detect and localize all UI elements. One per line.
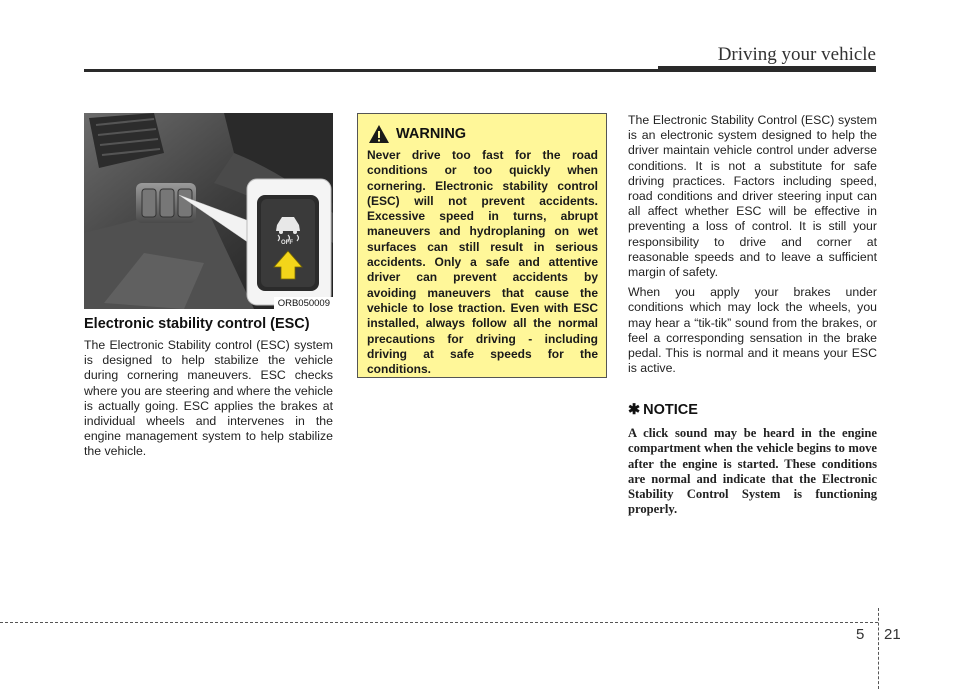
warning-box: [357, 113, 607, 378]
notice-body: A click sound may be heard in the engine compartment when the vehicle begins to move after the engine is started. These conditions are normal and indicate that the Electronic Stability Control System is functioning properly.: [628, 426, 877, 517]
warning-triangle-icon: [368, 124, 390, 144]
section-title: Electronic stability control (ESC): [84, 316, 310, 332]
notice-asterisk-icon: ✱: [628, 402, 641, 418]
right-column: [628, 113, 877, 381]
esc-active-paragraph: When you apply your brakes under conditions which may lock the wheels, you may hear a “tik-tik” sound from the brakes, or feel a corresponding sensation in the brake pedal. This is normal and it means your ESC is active.: [628, 285, 877, 376]
figure-code: ORB050009: [274, 297, 333, 309]
chapter-number: 5: [856, 626, 865, 643]
esc-off-label: OFF: [281, 240, 293, 246]
page-number: 21: [884, 626, 901, 643]
section-body: The Electronic Stability control (ESC) system is designed to help stabilize the vehicle during cornering maneuvers. ESC checks where you are steering and where the vehicle is actually going. ESC applies the brakes at individual wheels and intervenes in the engine management system to help stabilize the vehicle.: [84, 338, 333, 459]
footer-divider: [878, 608, 879, 689]
notice-title: NOTICE: [643, 402, 698, 418]
dashboard-illustration: [84, 113, 333, 309]
warning-header: [368, 124, 466, 144]
esc-description-paragraph: The Electronic Stability Control (ESC) system is an electronic system designed to help the driver maintain vehicle control under adverse conditions. It is not a substitute for safe driving practices. Factors including speed, road conditions and driver steering input can all affect whether ESC will be effective in preventing a loss of control. It is still your responsibility to drive and corner at reasonable speeds and to leave a sufficient margin of safety.: [628, 113, 877, 280]
esc-button-photo: [84, 113, 333, 309]
footer-rule: [0, 622, 878, 623]
warning-body: Never drive too fast for the road conditions or too quickly when cornering. Electronic stability control (ESC) will not prevent accidents. Excessive speed in turns, abrupt maneuvers and hydroplaning on wet surfaces can still result in serious accidents. Only a safe and attentive driver can prevent accidents by avoiding maneuvers that cause the vehicle to lose traction. Even with ESC installed, always follow all the normal precautions for driving - including driving at safe speeds for the conditions.: [367, 148, 598, 377]
header-rule-accent: [658, 66, 876, 71]
warning-title: WARNING: [396, 126, 467, 142]
notice-heading: [628, 402, 698, 418]
header-title: Driving your vehicle: [717, 44, 876, 65]
